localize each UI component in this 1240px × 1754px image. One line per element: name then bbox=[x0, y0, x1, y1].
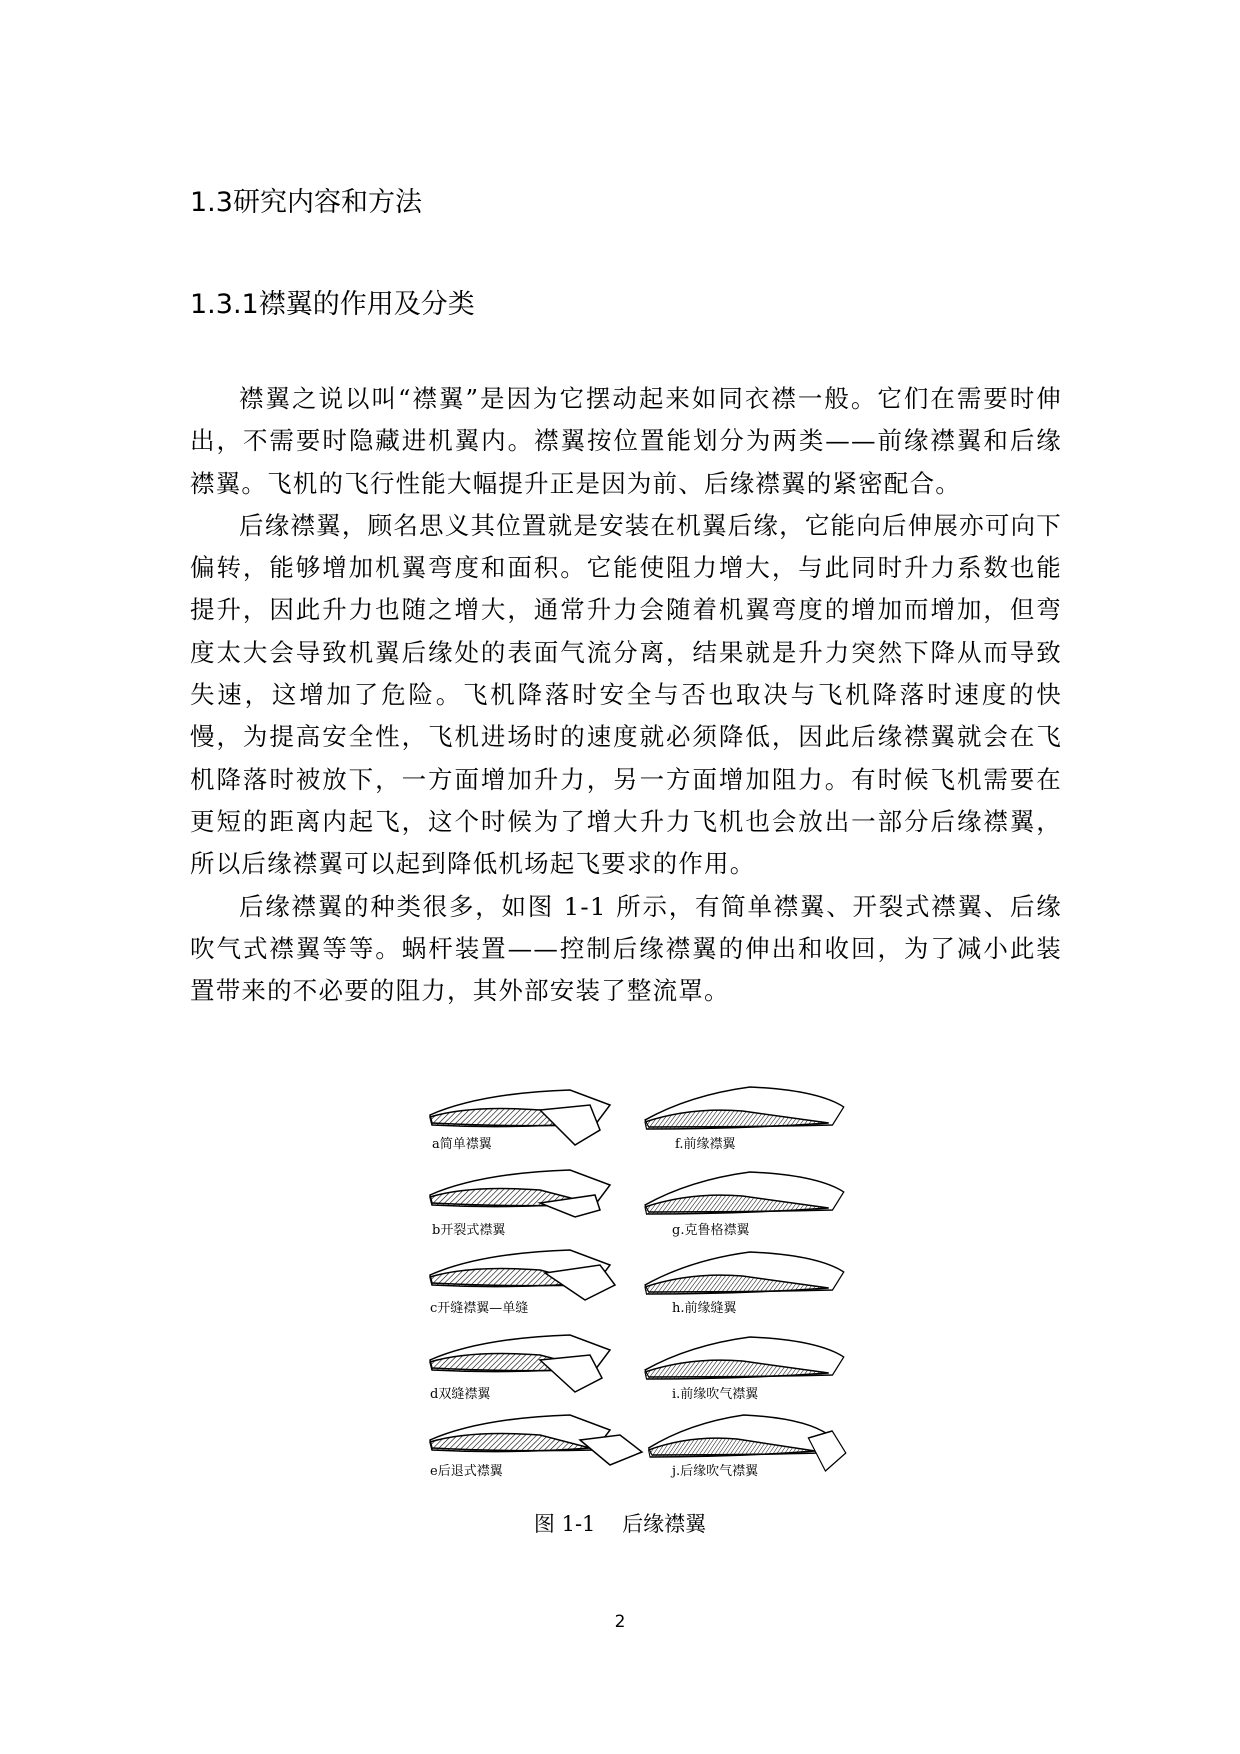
airfoil-b bbox=[430, 1170, 610, 1217]
figure-label: i.前缘吹气襟翼 bbox=[672, 1387, 759, 1402]
airfoil-h bbox=[645, 1252, 844, 1294]
figure-label: b开裂式襟翼 bbox=[432, 1223, 506, 1238]
airfoil-f bbox=[645, 1087, 844, 1129]
airfoil-e bbox=[430, 1415, 642, 1465]
figure-label: a简单襟翼 bbox=[432, 1137, 492, 1152]
page-number: 2 bbox=[614, 1612, 626, 1632]
airfoil-c bbox=[430, 1250, 615, 1300]
figure-label: d双缝襟翼 bbox=[430, 1387, 491, 1402]
figure-caption bbox=[0, 1508, 1240, 1538]
paragraph: 后缘襟翼的种类很多，如图 1-1 所示，有简单襟翼、开裂式襟翼、后缘吹气式襟翼等等。蜗杆装置——控制后缘襟翼的伸出和收回，为了减小此装置带来的不必要的阻力，其外部安装了整流罩。 bbox=[190, 891, 1062, 1006]
paragraph: 后缘襟翼，顾名思义其位置就是安装在机翼后缘，它能向后伸展亦可向下偏转，能够增加机翼弯度和面积。它能使阻力增大，与此同时升力系数也能提升，因此升力也随之增大，通常升力会随着机翼弯度的增加而增加，但弯度太大会导致机翼后缘处的表面气流分离，结果就是升力突然下降从而导致失速，这增加了危险。飞机降落时安全与否也取决与飞机降落时速度的快慢，为提高安全性，飞机进场时的速度就必须降低，因此后缘襟翼就会在飞机降落时被放下，一方面增加升力，另一方面增加阻力。有时候飞机需要在更短的距离内起飞，这个时候为了增大升力飞机也会放出一部分后缘襟翼，所以后缘襟翼可以起到降低机场起飞要求的作用。 bbox=[190, 510, 1062, 879]
figure-label: e后退式襟翼 bbox=[430, 1464, 503, 1479]
caption-number: 图 1-1 bbox=[533, 1512, 596, 1536]
section-heading: 1.3研究内容和方法 bbox=[190, 187, 422, 218]
caption-text: 后缘襟翼 bbox=[622, 1512, 707, 1536]
paragraph: 襟翼之说以叫“襟翼”是因为它摆动起来如同衣襟一般。它们在需要时伸出，不需要时隐藏进机翼内。襟翼按位置能划分为两类——前缘襟翼和后缘襟翼。飞机的飞行性能大幅提升正是因为前、后缘襟翼的紧密配合。 bbox=[190, 384, 1062, 498]
airfoil-i bbox=[645, 1337, 844, 1379]
body-text bbox=[190, 378, 1062, 1012]
figure-label: c开缝襟翼—单缝 bbox=[430, 1301, 529, 1316]
figure-label: f.前缘襟翼 bbox=[675, 1137, 736, 1152]
subsection-heading: 1.3.1襟翼的作用及分类 bbox=[190, 289, 475, 320]
figure-label: h.前缘缝翼 bbox=[672, 1301, 737, 1316]
flap-types-figure bbox=[420, 1085, 860, 1485]
airfoil-g bbox=[645, 1172, 844, 1214]
figure-label: g.克鲁格襟翼 bbox=[672, 1223, 750, 1238]
figure-label: j.后缘吹气襟翼 bbox=[672, 1464, 759, 1479]
